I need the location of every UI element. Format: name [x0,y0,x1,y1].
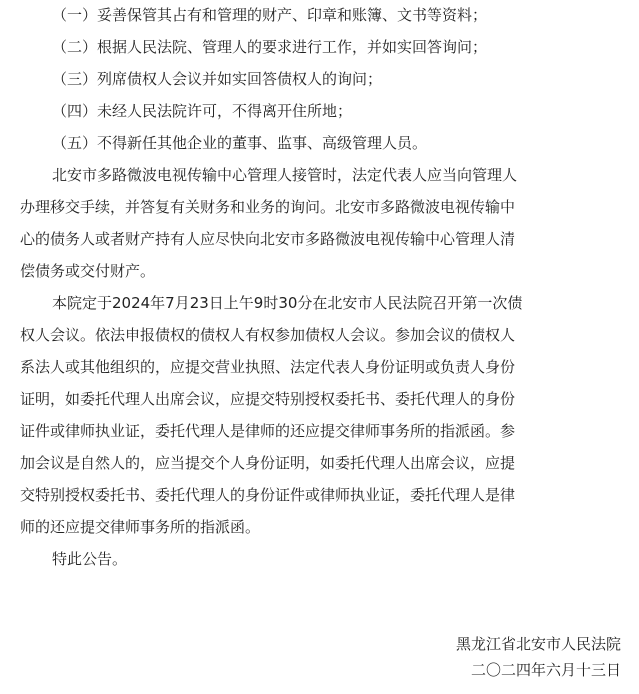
closing-statement: 特此公告。 [52,550,128,568]
paragraph-meeting-line-2: 权人会议。依法申报债权的债权人有权参加债权人会议。参加会议的债权人 [20,326,516,344]
paragraph-meeting-line-1: 本院定于2024年7月23日上午9时30分在北安市人民法院召开第一次债 [52,294,523,312]
paragraph-meeting-line-6: 加会议是自然人的，应当提交个人身份证明，如委托代理人出席会议，应提 [20,454,516,472]
paragraph-meeting-line-7: 交特别授权委托书、委托代理人的身份证件或律师执业证，委托代理人是律 [20,486,516,504]
court-signature: 黑龙江省北安市人民法院 [455,635,621,653]
paragraph-handover-line-2: 办理移交手续，并答复有关财务和业务的询问。北安市多路微波电视传输中 [20,198,516,216]
paragraph-handover-line-3: 心的债务人或者财产持有人应尽快向北安市多路微波电视传输中心管理人清 [20,230,516,248]
item-two: （二）根据人民法院、管理人的要求进行工作，并如实回答询问； [52,38,488,56]
paragraph-meeting-line-8: 师的还应提交律师事务所的指派函。 [20,518,261,536]
item-five: （五）不得新任其他企业的董事、监事、高级管理人员。 [52,134,428,152]
paragraph-handover-line-4: 偿债务或交付财产。 [20,262,156,280]
paragraph-meeting-line-5: 证件或律师执业证，委托代理人是律师的还应提交律师事务所的指派函。参 [20,422,516,440]
item-three: （三）列席债权人会议并如实回答债权人的询问； [52,70,383,88]
item-four: （四）未经人民法院许可，不得离开住所地； [52,102,353,120]
item-one: （一）妥善保管其占有和管理的财产、印章和账簿、文书等资料； [52,6,488,24]
paragraph-meeting-line-3: 系法人或其他组织的，应提交营业执照、法定代表人身份证明或负责人身份 [20,358,516,376]
paragraph-meeting-line-4: 证明，如委托代理人出席会议，应提交特别授权委托书、委托代理人的身份 [20,390,516,408]
issue-date: 二〇二四年六月十三日 [470,661,621,679]
paragraph-handover-line-1: 北安市多路微波电视传输中心管理人接管时，法定代表人应当向管理人 [52,166,518,184]
